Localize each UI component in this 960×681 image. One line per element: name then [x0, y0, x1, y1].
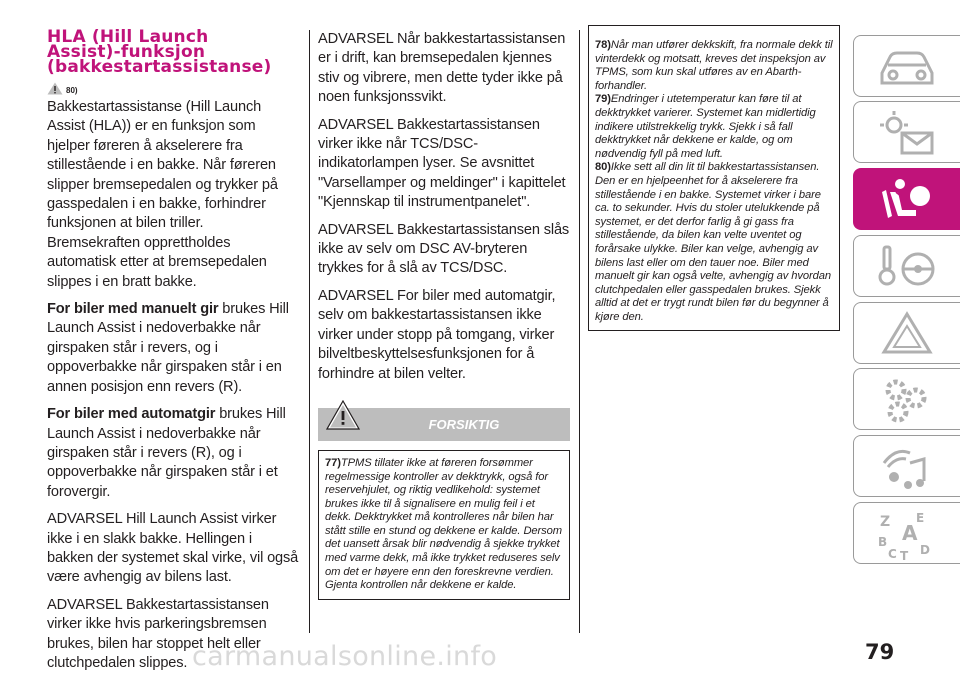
- reference-number: 80): [66, 86, 78, 95]
- emergency-triangle-icon: [876, 310, 938, 358]
- page-number: 79: [865, 640, 895, 664]
- index-letter-c: C: [888, 547, 897, 561]
- note-number: 79): [595, 93, 611, 106]
- note-text: TPMS tillater ikke at føreren forsømmer regelmessige kontroller av dekktrykk, også for reservehjulet, og riktig vedlikehold: systemet brukes ikke til å signalisere en mulig feil i et dekk. Dekktrykket må kontrolleres når bilen har stått stille en stund og dekkene er kalde. Dersom det uansett årsak blir nødvendig å sjekke trykket med varme dekk, må ikke trykket reduseres selv om det er høyere enn den foreskrevne verdien. Gjenta kontrollen når dekkene er kalde.: [325, 456, 563, 592]
- index-letter-t: T: [900, 549, 909, 562]
- multimedia-icon: [876, 443, 938, 491]
- automatic-gear-heading: For biler med automatgir: [47, 406, 216, 423]
- automatic-gear-text: brukes Hill Launch Assist i nedoverbakke når girspaken står i revers (R), og i oppoverbakke når girspaken står i et forovergir.: [47, 406, 286, 500]
- maintenance-gears-icon: [876, 376, 938, 424]
- caution-header: [318, 408, 570, 441]
- seat-airbag-icon: [876, 176, 938, 224]
- warning-paragraph-tcs-dsc: ADVARSEL Bakkestartassistansen virker ikke når TCS/DSC-indikatorlampen lyser. Se avsnittet "Varsellamper og meldinger" i kapittelet "Kjennskap til instrumentpanelet".: [318, 116, 566, 211]
- section-title-line-2: Assist)-funksjon: [47, 42, 206, 62]
- caution-note-79: [595, 93, 833, 161]
- note-number: 77): [325, 456, 341, 469]
- index-letter-z: Z: [880, 514, 891, 530]
- note-text: Ikke sett all din lit til bakkestartassistansen. Den er en hjelpeenhet for å akselerere fra stillestående i en bakke. Systemet virker i bare ca. to sekunder. Hvis du stoler utelukkende på systemet, er det derfor farlig å gi gass fra stillestående, da bilen kan velte uventet og forårsake ulykke. Biler kan velge, avhengig av bilens last eller om den tauer noe. Biler med manuelt gir kan også velte, avhengig av hvordan clutchpedalen eller gasspedalen brukes. Sjekk alltid at det er trygt rundt bilen før du begynner å kjøre den.: [595, 161, 831, 323]
- key-steering-wheel-icon: [876, 243, 938, 291]
- warning-lights-icon: [876, 109, 938, 157]
- index-letter-a: A: [902, 521, 918, 545]
- caution-note-77: [325, 457, 563, 593]
- column-middle: [318, 30, 570, 600]
- note-number: 80): [595, 161, 611, 174]
- tab-index[interactable]: [853, 502, 960, 564]
- section-title: [47, 27, 299, 77]
- warning-paragraph-brake-pedal: ADVARSEL Når bakkestartassistansen er i drift, kan bremsepedalen kjennes stiv og vibrere, men dette tyder ikke på noen funksjonssvikt.: [318, 31, 566, 106]
- tab-warning-lights[interactable]: [853, 101, 960, 163]
- warning-triangle-icon: [47, 82, 63, 95]
- manual-gear-heading: For biler med manuelt gir: [47, 301, 219, 318]
- caution-label: FORSIKTIG: [428, 416, 500, 432]
- caution-note-80: [595, 161, 833, 324]
- column-right: [588, 30, 840, 331]
- note-number: 78): [595, 39, 611, 51]
- section-title-line-1: HLA (Hill Launch: [47, 27, 209, 47]
- tab-multimedia[interactable]: [853, 435, 960, 497]
- column-divider-1: [309, 30, 310, 633]
- car-dashboard-icon: [876, 43, 938, 91]
- intro-paragraph: Bakkestartassistanse (Hill Launch Assist (HLA)) er en funksjon som hjelper føreren å akselerere fra stillestående i en bakke. Når føreren slipper bremsepedalen og trykker på gasspedalen i en bakke, forhindrer funksjonen at bilen triller. Bremsekraften opprettholdes automatisk etter at bremsepedalen slippes i en bratt bakke.: [47, 99, 278, 290]
- note-text: Endringer i utetemperatur kan føre til at dekktrykket varierer. Systemet kan midlertidig indikere utilstrekkelig trykk. Sjekk i så fall dekktrykket når dekkene er kalde, og om nødvendig fyll på med luft.: [595, 93, 816, 160]
- automatic-gear-paragraph: [47, 405, 299, 502]
- tab-safety[interactable]: [853, 168, 960, 230]
- index-letter-b: B: [878, 535, 888, 549]
- warning-paragraph-automatic: ADVARSEL For biler med automatgir, selv om bakkestartassistansen ikke virker under stopp på tomgang, virker bilveltbeskyttelsesfunksjonen for å forhindre at bilen velter.: [318, 287, 556, 382]
- index-letter-e: E: [916, 511, 925, 525]
- manual-gear-paragraph: [47, 300, 299, 397]
- manual-gear-text: brukes Hill Launch Assist i nedoverbakke når girspaken står i revers, og i oppoverbakke når girspaken står i en annen posisjon enn revers (R).: [47, 301, 289, 395]
- section-title-line-3: (bakkestartassistanse): [47, 57, 272, 77]
- warning-reference: [47, 81, 299, 95]
- tab-emergency[interactable]: [853, 302, 960, 364]
- tab-starting-driving[interactable]: [853, 235, 960, 297]
- column-divider-2: [579, 30, 580, 633]
- warning-paragraph-slope: ADVARSEL Hill Launch Assist virker ikke i en slakk bakke. Hellingen i bakken der systemet skal virke, vil også være avhengig av bilens last.: [47, 511, 299, 586]
- caution-box-continued: [588, 25, 840, 331]
- warning-paragraph-dsc-off: ADVARSEL Bakkestartassistansen slås ikke av selv om DSC AV-bryteren trykkes for å slå av TCS/DSC.: [318, 221, 570, 277]
- caution-note-78: [595, 39, 833, 93]
- tab-dashboard[interactable]: [853, 35, 960, 97]
- watermark: carmanualsonline.info: [192, 641, 498, 672]
- caution-box: [318, 450, 570, 600]
- column-left: [47, 27, 299, 681]
- warning-paragraph-parking-brake: ADVARSEL Bakkestartassistansen virker ikke hvis parkeringsbremsen brukes, bilen har stoppet helt eller clutchpedalen slippes.: [47, 596, 269, 671]
- index-letter-d: D: [920, 543, 930, 557]
- tab-maintenance[interactable]: [853, 368, 960, 430]
- note-text: Når man utfører dekkskift, fra normale dekk til vinterdekk og motsatt, kreves det inspeksjon av TPMS, som kun skal utføres av en Abarth-forhandler.: [595, 39, 833, 92]
- alphabetical-index-icon: [876, 510, 938, 562]
